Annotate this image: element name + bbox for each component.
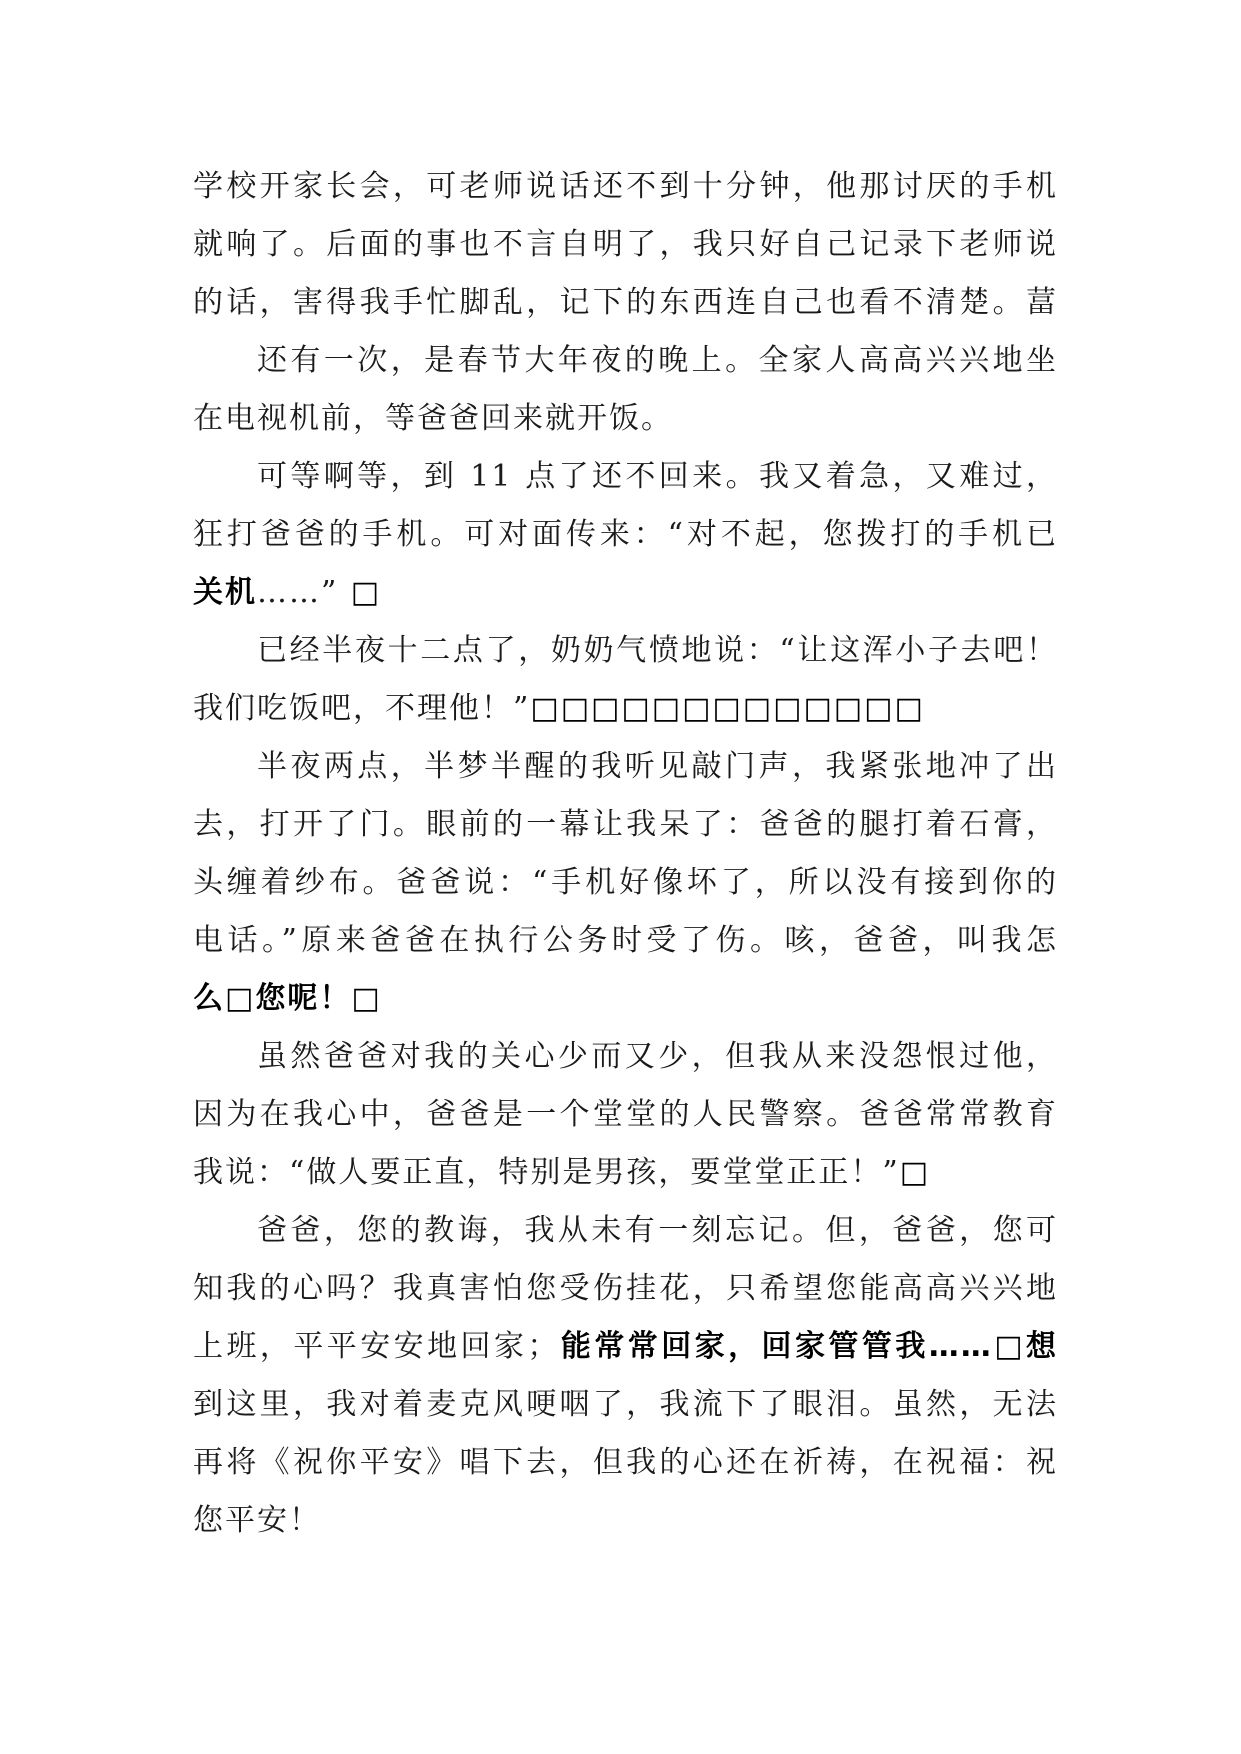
line-text: 虽然爸爸对我的关心少而又少，但我从来没怨恨过他， [257, 1039, 1058, 1074]
line-text: 学校开家长会，可老师说话还不到十分钟，他那讨厌的手机 [193, 169, 1058, 204]
line-text: 上班，平平安安地回家； [193, 1329, 560, 1364]
bold-text: 关机 [193, 575, 257, 610]
line-text: 就响了。后面的事也不言自明了，我只好自己记录下老师说 [193, 227, 1058, 262]
line-text: 我们吃饭吧，不理他！” [193, 691, 531, 726]
text-line [193, 1144, 1058, 1202]
bold-text: □□□□□□□□□□□□□ [530, 691, 925, 726]
line-text: 狂打爸爸的手机。可对面传来：“对不起，您拨打的手机已 [193, 517, 1058, 552]
line-text: 的话，害得我手忙脚乱，记下的东西连自己也看不清楚。葍 [193, 285, 1058, 320]
text-line [193, 158, 1058, 216]
line-text: 可等啊等，到 11 点了还不回来。我又着急，又难过， [257, 459, 1058, 494]
text-line [193, 332, 1058, 390]
text-line [193, 796, 1058, 854]
text-line [193, 274, 1058, 332]
line-text: 头缠着纱布。爸爸说：“手机好像坏了，所以没有接到你的 [193, 865, 1058, 900]
line-text: ……” [257, 575, 339, 610]
text-line [193, 1434, 1058, 1492]
line-text: 去，打开了门。眼前的一幕让我呆了：爸爸的腿打着石膏， [193, 807, 1058, 842]
line-text: 半夜两点，半梦半醒的我听见敲门声，我紧张地冲了出 [257, 749, 1058, 784]
text-line [193, 738, 1058, 796]
line-text: 您平安！ [193, 1503, 321, 1538]
text-line [193, 1086, 1058, 1144]
bold-text: 能常常回家，回家管管我……□想 [559, 1329, 1058, 1364]
text-line [193, 1492, 1058, 1550]
bold-text: 么□您呢！□ [193, 981, 382, 1016]
text-line [193, 1260, 1058, 1318]
line-text: 在电视机前，等爸爸回来就开饭。 [193, 401, 673, 436]
text-line [193, 912, 1058, 970]
line-text: 因为在我心中，爸爸是一个堂堂的人民警察。爸爸常常教育 [193, 1097, 1058, 1132]
text-line [193, 1376, 1058, 1434]
text-line [193, 448, 1058, 506]
bold-text: □ [338, 575, 382, 610]
text-line [193, 1028, 1058, 1086]
line-text: 还有一次，是春节大年夜的晚上。全家人高高兴兴地坐 [257, 343, 1058, 378]
line-text: 到这里，我对着麦克风哽咽了，我流下了眼泪。虽然，无法 [193, 1387, 1058, 1422]
line-text: 我说：“做人要正直，特别是男孩，要堂堂正正！” [193, 1155, 900, 1190]
text-line [193, 1318, 1058, 1376]
text-line [193, 1202, 1058, 1260]
line-text: 已经半夜十二点了，奶奶气愤地说：“让这浑小子去吧！ [257, 633, 1058, 668]
text-line [193, 390, 1058, 448]
text-line [193, 680, 1058, 738]
line-text: 电话。”原来爸爸在执行公务时受了伤。咳，爸爸，叫我怎 [193, 923, 1058, 958]
article-body [193, 158, 1058, 1550]
line-text: 再将《祝你平安》唱下去，但我的心还在祈祷，在祝福：祝 [193, 1445, 1058, 1480]
line-text: 爸爸，您的教诲，我从未有一刻忘记。但，爸爸，您可 [257, 1213, 1058, 1248]
text-line [193, 216, 1058, 274]
text-line [193, 622, 1058, 680]
text-line [193, 564, 1058, 622]
bold-text: □ [899, 1155, 931, 1190]
text-line [193, 970, 1058, 1028]
line-text: 知我的心吗？我真害怕您受伤挂花，只希望您能高高兴兴地 [193, 1271, 1058, 1306]
text-line [193, 506, 1058, 564]
text-line [193, 854, 1058, 912]
